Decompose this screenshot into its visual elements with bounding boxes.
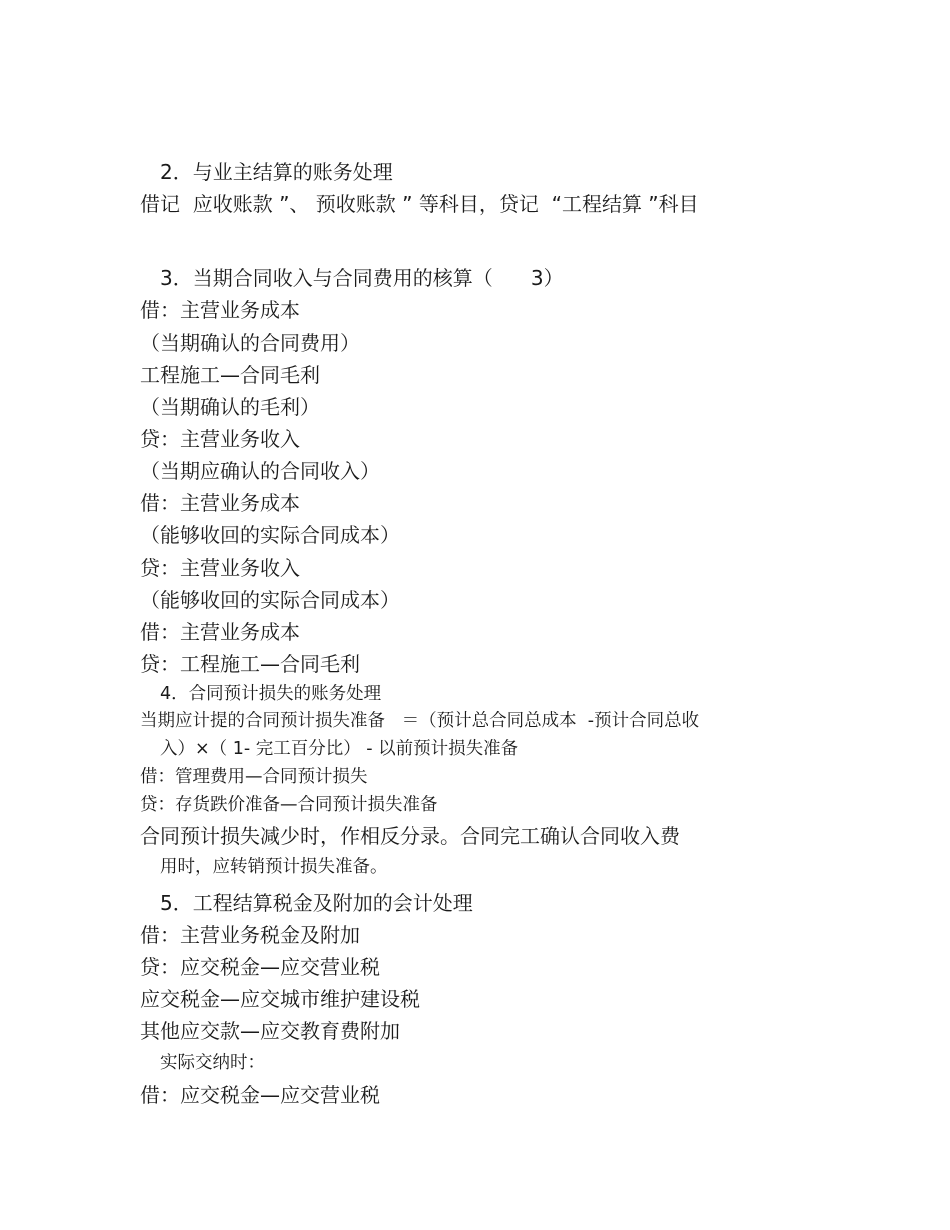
section-2-entry: 借记 应收账款 ”、 预收账款 ” 等科目，贷记 “工程结算 ”科目 (140, 192, 699, 216)
section-5-line: 借：主营业务税金及附加 (140, 923, 360, 947)
section-4-note-cont: 用时，应转销预计损失准备。 (160, 857, 388, 877)
section-3-line: 贷：工程施工—合同毛利 (140, 652, 360, 676)
section-4-formula-cont: 入）×（ 1- 完工百分比） - 以前预计损失准备 (160, 739, 519, 759)
section-5-line: 应交税金—应交城市维护建设税 (140, 987, 420, 1011)
section-4-line: 借：管理费用—合同预计损失 (140, 767, 368, 787)
section-3-line: （当期应确认的合同收入） (140, 459, 380, 483)
section-5-line: 贷：应交税金—应交营业税 (140, 955, 380, 979)
section-5-line: 实际交纳时： (160, 1053, 265, 1073)
section-5-line: 其他应交款—应交教育费附加 (140, 1019, 400, 1043)
section-4-line: 贷：存货跌价准备—合同预计损失准备 (140, 795, 438, 815)
section-3-line: （能够收回的实际合同成本） (140, 588, 400, 612)
section-4-formula: 当期应计提的合同预计损失准备 ＝（预计总合同总成本 -预计合同总收 (140, 711, 700, 731)
section-5-line: 借：应交税金—应交营业税 (140, 1083, 380, 1107)
section-3-line: 借：主营业务成本 (140, 620, 300, 644)
section-5-heading: 5．工程结算税金及附加的会计处理 (160, 891, 473, 915)
section-2-heading: 2．与业主结算的账务处理 (160, 160, 393, 184)
section-3-line: 工程施工—合同毛利 (140, 363, 320, 387)
section-3-line: （当期确认的合同费用） (140, 331, 360, 355)
section-3-line: 贷：主营业务收入 (140, 556, 300, 580)
section-3-line: 借：主营业务成本 (140, 298, 300, 322)
section-3-line: 借：主营业务成本 (140, 491, 300, 515)
section-3-line: 贷：主营业务收入 (140, 427, 300, 451)
section-4-note: 合同预计损失减少时，作相反分录。合同完工确认合同收入费 (140, 824, 680, 848)
section-4-heading: 4．合同预计损失的账务处理 (160, 684, 382, 704)
section-3-line: （能够收回的实际合同成本） (140, 523, 400, 547)
section-3-heading: 3．当期合同收入与合同费用的核算（ 3） (160, 266, 564, 290)
section-3-line: （当期确认的毛利） (140, 395, 320, 419)
